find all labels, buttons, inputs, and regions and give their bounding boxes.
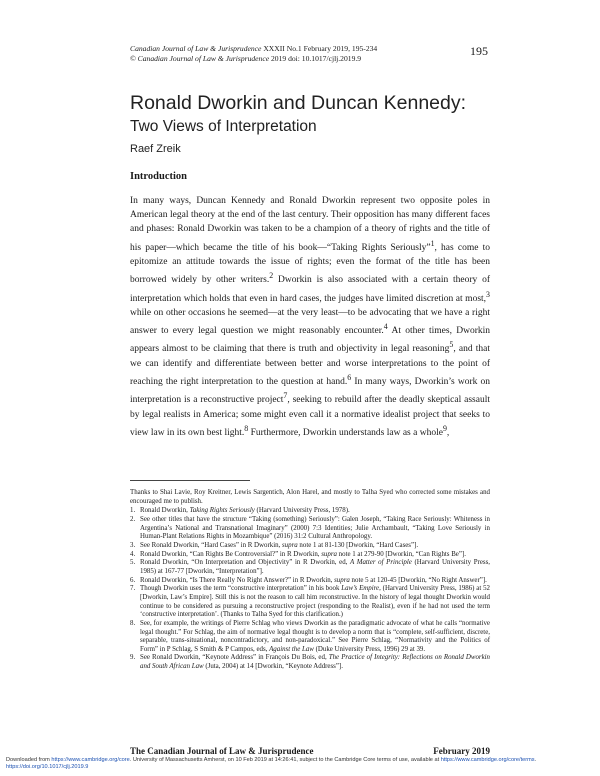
footnotes	[130, 489, 490, 672]
text-run: Furthermore, Dworkin understands law as a whole	[248, 428, 443, 439]
body-text	[130, 194, 490, 440]
footnote-item	[130, 542, 490, 551]
footnote-number: 4.	[130, 550, 136, 558]
footnote-number: 2.	[130, 515, 136, 523]
cambridge-core-link[interactable]: https://www.cambridge.org/core	[51, 757, 130, 763]
footnote-text	[140, 620, 490, 655]
footnote-pre: Ronald Dworkin,	[140, 507, 190, 515]
footnote-ref[interactable]: 5	[449, 340, 454, 350]
footer-date: February 2019	[433, 746, 490, 756]
footnote-pre: See other titles that have the structure “Taking (something) Seriously”: Galen Joseph, “Taking Race Seriously: Whiteness in Argentina’s National and Transnational Imaginary” (2000) 7:3 Identities; Julie Archambault, “Taking Love Seriously in Human-Plant Relations Rights in Mozambique” (2016) 31:2 Cultural Anthropology.	[140, 515, 490, 541]
download-middle: . University of Massachusetts Amherst, on 10 Feb 2019 at 14:26:41, subject to the Cambridge Core terms of use, available at	[129, 757, 441, 763]
footnote-list	[130, 507, 490, 671]
doi-link[interactable]: https://doi.org/10.1017/cjlj.2019.9	[6, 764, 89, 771]
footnote-pre: See Ronald Dworkin, “Hard Cases” in R Dworkin,	[140, 541, 282, 549]
doi-info: 2019 doi: 10.1017/cjlj.2019.9	[271, 54, 362, 63]
paragraph	[130, 194, 490, 440]
text-run: , has come to epitomize an attitude towards the issue of rights; even the format of the title has been borrowed widely by other writers.	[130, 242, 490, 286]
footnote-post: (Harvard University Press, 1985) at 167-77 [Dworkin, “Interpretation”].	[140, 559, 490, 575]
footnote-post: (Juta, 2004) at 14 [Dworkin, “Keynote Address”].	[203, 663, 343, 671]
footnote-item	[130, 620, 490, 655]
footnote-em: Taking Rights Seriously	[189, 507, 255, 515]
journal-header	[130, 44, 490, 64]
footnote-number: 7.	[130, 585, 136, 593]
article-subtitle: Two Views of Interpretation	[130, 118, 317, 135]
acknowledgement: Thanks to Shai Lavie, Roy Kreitner, Lewis Sargentich, Alon Harel, and mostly to Talha Syed who corrected some mistakes and encouraged me to publish.	[130, 489, 490, 505]
text-run: In many ways, Dworkin’s work on interpretation is a reconstructive project	[130, 377, 490, 406]
text-run: In many ways, Duncan Kennedy and Ronald Dworkin represent two opposite poles in American legal theory at the end of the last century. Their opposition has many different faces and phases: Ronald Dworkin was taken to be a champion of a theory of rights and the title of his paper—which became the title of his book—“Taking Rights Seriously”	[130, 196, 490, 253]
footnote-number: 9.	[130, 654, 136, 662]
footnote-post: (Duke University Press, 1996) 29 at 39.	[313, 645, 426, 653]
text-run: , and that we can identify and differentiate between better and worse interpretations to the point of reaching the right interpretation to the question at hand.	[130, 344, 490, 388]
footnote-text	[140, 542, 490, 551]
terms-link[interactable]: https://www.cambridge.org/core/terms	[440, 757, 535, 763]
text-run: while on other occasions he seemed—at the very least—to be advocating that we have a right answer to every legal question we might reasonably encounter.	[130, 307, 490, 337]
footnote-item	[130, 654, 490, 671]
footnote-item	[130, 507, 490, 516]
footnote-text	[140, 654, 490, 671]
footnote-ref[interactable]: 2	[269, 271, 274, 281]
footnote-text	[140, 577, 490, 586]
text-run: At other times, Dworkin appears almost to be claiming that there is truth and objectivity in legal reasoning	[130, 326, 490, 355]
issue-info: XXXII No.1 February 2019, 195-234	[263, 44, 378, 53]
footnote-pre: See Ronald Dworkin, “Keynote Address” in François Du Bois, ed,	[140, 654, 329, 662]
footnote-number: 8.	[130, 619, 136, 627]
text-run: , seeking to rebuild after the deadly skeptical assault by legal realists in America; some might even call it a normative idealist project that seeks to view law in its own best light.	[130, 395, 490, 439]
footnote-pre: Ronald Dworkin, “Can Rights Be Controversial?” in R Dworkin,	[140, 550, 322, 558]
footnote-text	[140, 507, 490, 516]
footnote-text	[140, 585, 490, 620]
page-number: 195	[470, 44, 488, 58]
footnote-number: 1.	[130, 507, 136, 515]
footnote-ref[interactable]: 3	[486, 289, 490, 299]
footnote-number: 6.	[130, 576, 136, 584]
footnote-ref[interactable]: 7	[283, 391, 288, 401]
copyright-holder: © Canadian Journal of Law & Jurisprudence	[130, 54, 270, 63]
footnote-em: supra	[334, 576, 350, 584]
footnote-em: A Matter of Principle	[350, 559, 412, 567]
journal-name: Canadian Journal of Law & Jurisprudence	[130, 44, 262, 53]
footnote-item	[130, 551, 490, 560]
download-prefix: Downloaded from	[6, 757, 52, 763]
download-separator: .	[534, 757, 537, 763]
copyright-line	[130, 54, 490, 64]
journal-citation-line	[130, 44, 490, 54]
footnote-item	[130, 577, 490, 586]
footnote-pre: Though Dworkin uses the term “constructive interpretation” in his book	[140, 585, 342, 593]
footnote-em: The Practice of Integrity: Reflections on Ronald Dworkin and South African Law	[140, 654, 490, 671]
footnote-number: 5.	[130, 559, 136, 567]
text-run: ,	[446, 428, 450, 439]
footnote-post: (Harvard University Press, 1978).	[254, 507, 350, 515]
footnote-ref[interactable]: 1	[430, 238, 435, 248]
footnote-item	[130, 516, 490, 542]
footnote-em: Against the Law	[269, 645, 314, 653]
footnote-pre: See, for example, the writings of Pierre Schlag who views Dworkin as the paradigmatic advocate of what he calls “normative legal thought.” For Schlag, the aim of normative legal thought is to develop a norm that is “complete, self-sufficient, discrete, separable, trans-situational, noncontradictory, and non-paradoxical.” See Pierre Schlag, “Normativity and the Politics of Form” in P Schlag, S Smith & P Campos, eds,	[140, 619, 490, 653]
footnote-text	[140, 559, 490, 576]
footnote-pre: Ronald Dworkin, “On Interpretation and Objectivity” in R Dworkin, ed,	[140, 559, 351, 567]
footnote-post: note 1 at 81-130 [Dworkin, “Hard Cases”].	[297, 541, 419, 549]
footnote-em: Law’s Empire	[341, 585, 380, 593]
footnote-item	[130, 585, 490, 620]
footer-journal-name: The Canadian Journal of Law & Jurisprudence	[130, 746, 314, 756]
footnote-post: note 5 at 120-45 [Dworkin, “No Right Answer”].	[349, 576, 487, 584]
section-heading: Introduction	[130, 171, 187, 182]
footnote-post: note 1 at 279-90 [Dworkin, “Can Rights Be”].	[336, 550, 466, 558]
footnote-ref[interactable]: 6	[347, 373, 352, 383]
footnote-item	[130, 559, 490, 576]
footnote-ref[interactable]: 8	[244, 423, 249, 433]
download-notice	[6, 757, 596, 772]
footnote-em: supra	[282, 541, 298, 549]
footnote-post: , (Harvard University Press, 1986) at 52 [Dworkin, Law’s Empire]. Still this is not the reason to call him reconstructive. In the history of legal thought Dworkin would continue to be considered as pursuing a reconstructive project (responding to the Realist), even if he had not used the term ‘constructive interpretation’. (Thanks to Talha Syed for this clarification.)	[140, 585, 490, 619]
text-run: Dworkin is also associated with a certain theory of interpretation which holds that even in hard cases, the judges have limited discretion at most,	[130, 275, 490, 304]
footnote-divider	[130, 480, 250, 481]
footnote-text	[140, 551, 490, 560]
footnote-em: supra	[321, 550, 337, 558]
footnote-pre: Ronald Dworkin, “Is There Really No Right Answer?” in R Dworkin,	[140, 576, 335, 584]
footnote-ref[interactable]: 9	[442, 423, 447, 433]
article-title: Ronald Dworkin and Duncan Kennedy:	[130, 92, 467, 114]
footnote-ref[interactable]: 4	[383, 322, 388, 332]
footnote-number: 3.	[130, 541, 136, 549]
footnote-text	[140, 516, 490, 542]
author-name: Raef Zreik	[130, 143, 181, 155]
